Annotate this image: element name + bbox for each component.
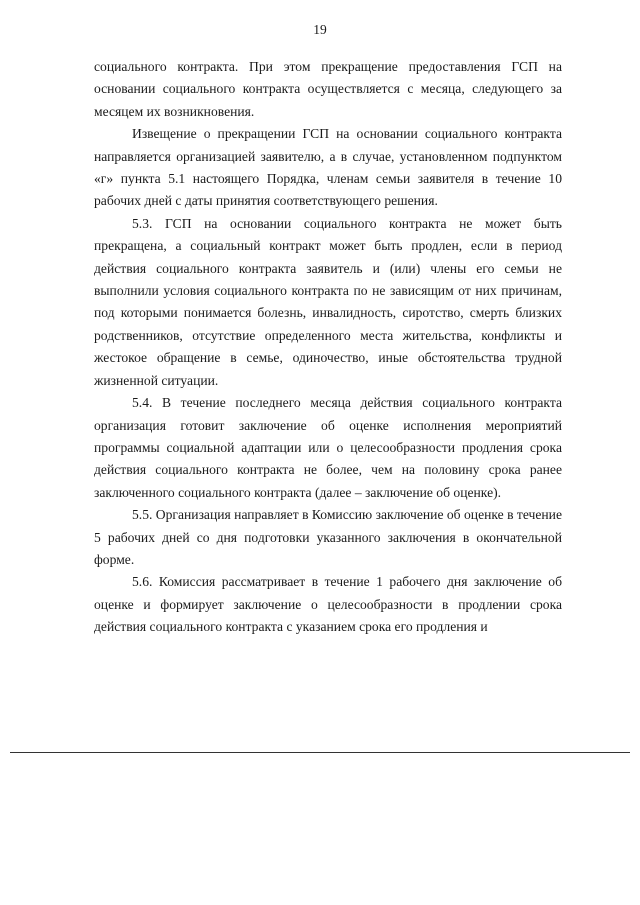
paragraph-continuation: социального контракта. При этом прекращение предоставления ГСП на основании социального контракта осуществляется с месяца, следующего за месяцем их возникновения. xyxy=(94,59,562,119)
paragraph-5-4: 5.4. В течение последнего месяца действия социального контракта организация готовит заключение об оценке исполнения мероприятий программы социальной адаптации или о целесообразности продления срока действия социального контракта не более, чем на половину срока ранее заключенного социального контракта (далее – заключение об оценке). xyxy=(94,395,562,500)
paragraph-5-3: 5.3. ГСП на основании социального контракта не может быть прекращена, а социальный контракт может быть продлен, если в период действия социального контракта заявитель и (или) члены его семьи не выполнили условия социального контракта по не зависящим от них причинам, под которыми понимается болезнь, инвалидность, сиротство, смерть близких родственников, отсутствие определенного места жительства, конфликты и жестокое обращение в семье, одиночество, иные обстоятельства трудной жизненной ситуации. xyxy=(94,215,562,388)
paragraph-5-5: 5.5. Организация направляет в Комиссию заключение об оценке в течение 5 рабочих дней со дня подготовки указанного заключения в окончательной форме. xyxy=(94,507,562,567)
page-bottom-rule xyxy=(10,752,630,753)
page-number: 19 xyxy=(313,22,327,37)
paragraph-5-6: 5.6. Комиссия рассматривает в течение 1 рабочего дня заключение об оценке и формирует заключение о целесообразности в продлении срока действия социального контракта с указанием срока его продления и xyxy=(94,574,562,635)
document-body xyxy=(94,56,562,639)
paragraph-notice: Извещение о прекращении ГСП на основании социального контракта направляется организацией заявителю, а в случае, установленном подпунктом «г» пункта 5.1 настоящего Порядка, членам семьи заявителя в течение 10 рабочих дней с даты принятия соответствующего решения. xyxy=(94,126,562,209)
